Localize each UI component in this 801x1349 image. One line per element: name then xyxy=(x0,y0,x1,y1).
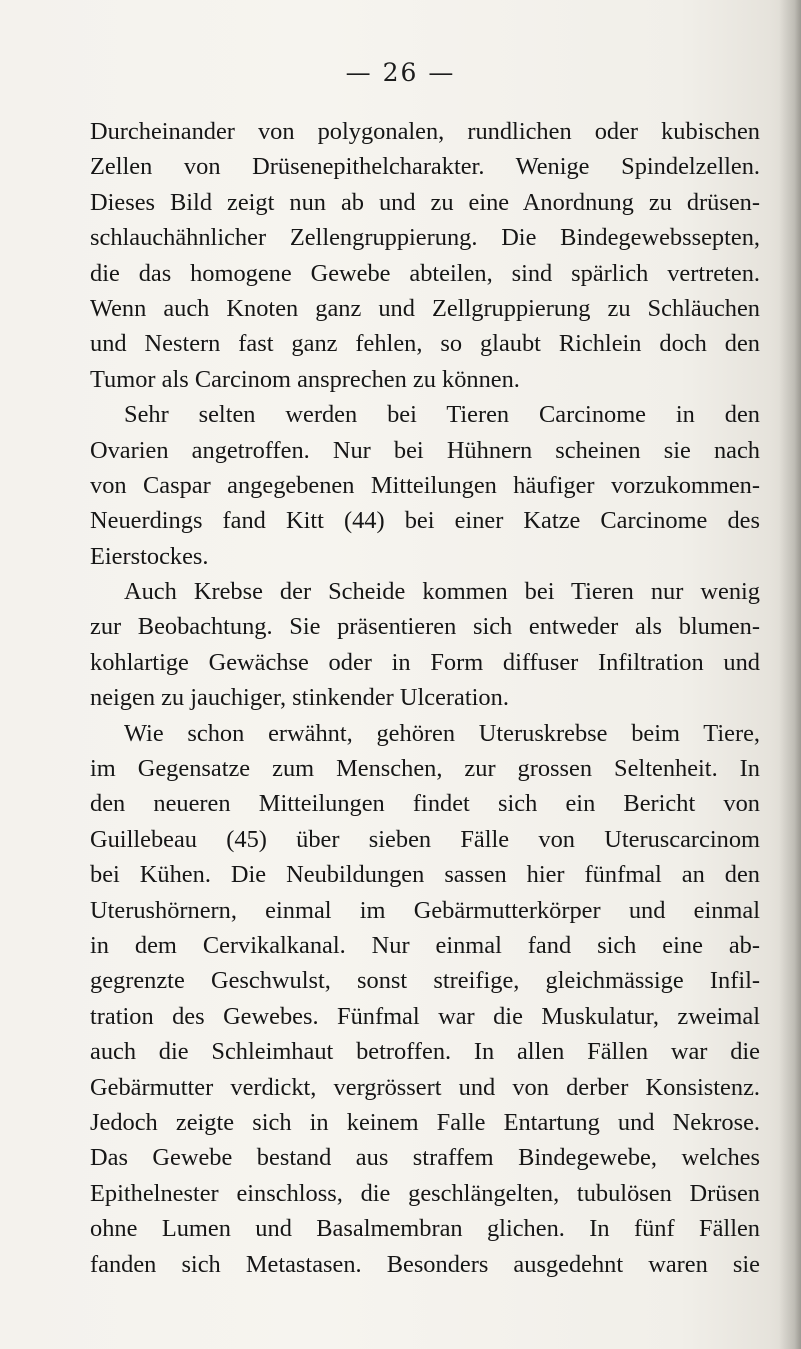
text-line: ohne Lumen und Basalmembran glichen. In fünf Fällen xyxy=(90,1215,760,1243)
text-line: und Nestern fast ganz fehlen, so glaubt Richlein doch den xyxy=(90,330,760,358)
text-line: Das Gewebe bestand aus straffem Bindegewebe, welches xyxy=(90,1144,760,1172)
text-line: Zellen von Drüsenepithelcharakter. Wenige Spindelzellen. xyxy=(90,153,760,181)
text-line: Neuerdings fand Kitt (44) bei einer Katze Carcinome des xyxy=(90,507,760,535)
text-line: Auch Krebse der Scheide kommen bei Tieren nur wenig xyxy=(124,578,760,606)
text-line: Tumor als Carcinom ansprechen zu können. xyxy=(90,365,520,393)
text-line: von Caspar angegebenen Mitteilungen häufiger vorzukommen- xyxy=(90,471,760,499)
text-line: den neueren Mitteilungen findet sich ein Bericht von xyxy=(90,790,760,818)
text-line: Durcheinander von polygonalen, rundlichen oder kubischen xyxy=(90,118,760,145)
text-line: gegrenzte Geschwulst, sonst streifige, gleichmässige Infil- xyxy=(90,967,760,995)
text-line: fanden sich Metastasen. Besonders ausgedehnt waren sie xyxy=(90,1250,760,1278)
text-line: schlauchähnlicher Zellengruppierung. Die Bindegewebssepten, xyxy=(90,224,760,252)
text-line: Ovarien angetroffen. Nur bei Hühnern scheinen sie nach xyxy=(90,436,760,464)
text-line: Wenn auch Knoten ganz und Zellgruppierung zu Schläuchen xyxy=(90,294,760,322)
text-line: auch die Schleimhaut betroffen. In allen Fällen war die xyxy=(90,1038,760,1066)
text-line: im Gegensatze zum Menschen, zur grossen Seltenheit. In xyxy=(90,755,760,783)
text-line: Epithelnester einschloss, die geschlängelten, tubulösen Drüsen xyxy=(90,1179,760,1207)
text-line: die das homogene Gewebe abteilen, sind spärlich vertreten. xyxy=(90,259,760,287)
text-line: Guillebeau (45) über sieben Fälle von Uteruscarcinom xyxy=(90,825,760,853)
text-line: zur Beobachtung. Sie präsentieren sich entweder als blumen- xyxy=(90,613,760,641)
text-line: Wie schon erwähnt, gehören Uteruskrebse beim Tiere, xyxy=(124,719,760,747)
text-line: Gebärmutter verdickt, vergrössert und von derber Konsistenz. xyxy=(90,1073,760,1101)
text-line: in dem Cervikalkanal. Nur einmal fand sich eine ab- xyxy=(90,931,760,959)
page-number: — 26 — xyxy=(345,58,456,87)
text-line: kohlartige Gewächse oder in Form diffuser Infiltration und xyxy=(90,648,760,676)
page-edge-shadow xyxy=(779,0,801,1349)
text-line: Dieses Bild zeigt nun ab und zu eine Anordnung zu drüsen- xyxy=(90,188,760,216)
text-line: Uterushörnern, einmal im Gebärmutterkörper und einmal xyxy=(90,896,760,924)
text-line: neigen zu jauchiger, stinkender Ulceration. xyxy=(90,684,509,712)
text-line: tration des Gewebes. Fünfmal war die Muskulatur, zweimal xyxy=(90,1002,760,1030)
text-line: Sehr selten werden bei Tieren Carcinome in den xyxy=(124,401,760,429)
text-line: Eierstockes. xyxy=(90,542,209,570)
text-line: bei Kühen. Die Neubildungen sassen hier fünfmal an den xyxy=(90,861,760,889)
text-line: Jedoch zeigte sich in keinem Falle Entartung und Nekrose. xyxy=(90,1108,760,1136)
body-text xyxy=(90,114,760,1282)
